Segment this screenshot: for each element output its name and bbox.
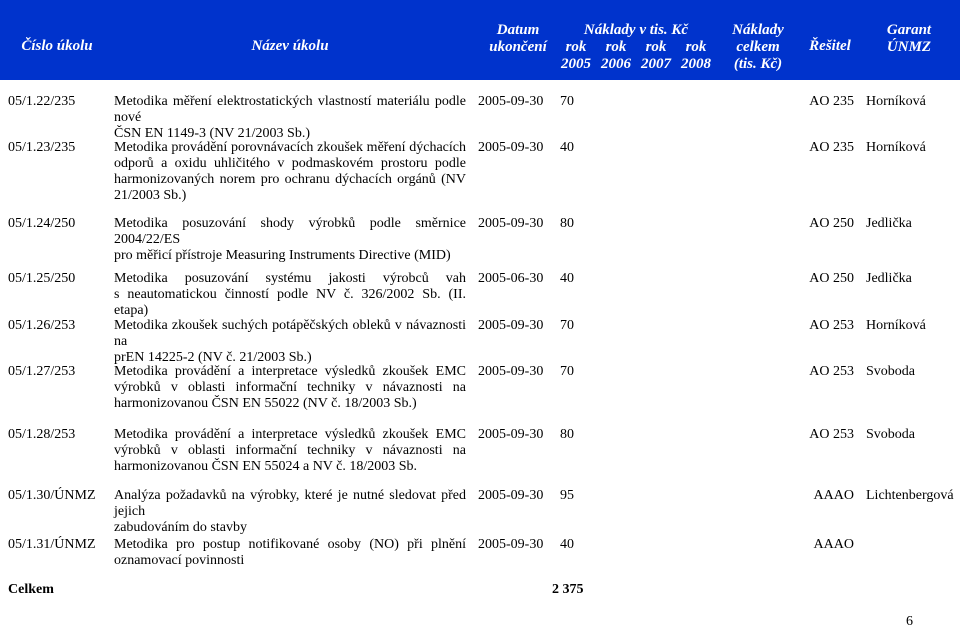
task-name: Metodika zkoušek suchých potápěčských obleků v návaznosti na prEN 14225-2 (NV č. 21/2003 Sb.): [114, 318, 466, 365]
cost-2005: 95: [560, 488, 574, 503]
header-cislo: Číslo úkolu: [21, 38, 93, 54]
cost-2005: 40: [560, 271, 574, 286]
task-number: 05/1.26/253: [8, 318, 76, 333]
garant: Jedlička: [866, 271, 912, 286]
end-date: 2005-09-30: [478, 537, 544, 552]
resitel: AO 235: [809, 94, 854, 109]
header-naklady-tis: Náklady v tis. Kč: [583, 22, 689, 38]
resitel: AO 253: [809, 427, 854, 442]
header-year-2005: rok 2005: [561, 39, 591, 72]
cost-2005: 40: [560, 140, 574, 155]
page-number: 6: [906, 614, 913, 629]
header-year-2006: rok 2006: [601, 39, 631, 72]
end-date: 2005-09-30: [478, 94, 544, 109]
end-date: 2005-09-30: [478, 216, 544, 231]
task-name: Metodika provádění a interpretace výsledků zkoušek EMC výrobků v oblasti informační techniky v návaznosti na harmonizovanou ČSN EN 55024 a NV č. 18/2003 Sb.: [114, 427, 466, 474]
task-name: Metodika posuzování systému jakosti výrobců vah s neautomatickou činností podle NV č. 326/2002 Sb. (II. etapa): [114, 271, 466, 318]
resitel: AO 253: [809, 318, 854, 333]
header-year-2008: rok 2008: [681, 39, 711, 72]
task-number: 05/1.22/235: [8, 94, 76, 109]
cost-2005: 80: [560, 427, 574, 442]
header-datum: Datum ukončení: [489, 22, 547, 55]
task-name: Metodika pro postup notifikované osoby (NO) při plnění oznamovací povinnosti: [114, 537, 466, 568]
cost-2005: 80: [560, 216, 574, 231]
header-resitel: Řešitel: [809, 38, 851, 54]
resitel: AAAO: [813, 537, 854, 552]
resitel: AAAO: [813, 488, 854, 503]
garant: Lichtenbergová: [866, 488, 954, 503]
cost-2005: 40: [560, 537, 574, 552]
end-date: 2005-09-30: [478, 318, 544, 333]
resitel: AO 235: [809, 140, 854, 155]
garant: Horníková: [866, 140, 926, 155]
task-name: Metodika provádění a interpretace výsledků zkoušek EMC výrobků v oblasti informační techniky v návaznosti na harmonizovanou ČSN EN 55022 (NV č. 18/2003 Sb.): [114, 364, 466, 411]
garant: Jedlička: [866, 216, 912, 231]
task-name: Metodika měření elektrostatických vlastností materiálu podle nové ČSN EN 1149-3 (NV 21/2003 Sb.): [114, 94, 466, 141]
task-name: Metodika provádění porovnávacích zkoušek měření dýchacích odporů a oxidu uhličitého v podmaskovém prostoru podle harmonizovaných norem pro ochranu dýchacích orgánů (NV 21/2003 Sb.): [114, 140, 466, 203]
resitel: AO 250: [809, 216, 854, 231]
task-number: 05/1.24/250: [8, 216, 76, 231]
header-naklady-celkem: Náklady celkem (tis. Kč): [732, 22, 784, 72]
header-year-2007: rok 2007: [641, 39, 671, 72]
garant: Svoboda: [866, 364, 915, 379]
cost-2005: 70: [560, 364, 574, 379]
resitel: AO 250: [809, 271, 854, 286]
header-nazev: Název úkolu: [251, 38, 329, 54]
end-date: 2005-09-30: [478, 364, 544, 379]
end-date: 2005-06-30: [478, 271, 544, 286]
header-garant: Garant ÚNMZ: [886, 22, 932, 55]
garant: Svoboda: [866, 427, 915, 442]
cost-2005: 70: [560, 94, 574, 109]
end-date: 2005-09-30: [478, 427, 544, 442]
task-number: 05/1.30/ÚNMZ: [8, 488, 96, 503]
task-name: Analýza požadavků na výrobky, které je nutné sledovat před jejich zabudováním do stavby: [114, 488, 466, 535]
task-number: 05/1.31/ÚNMZ: [8, 537, 96, 552]
end-date: 2005-09-30: [478, 488, 544, 503]
cost-2005: 70: [560, 318, 574, 333]
end-date: 2005-09-30: [478, 140, 544, 155]
task-name: Metodika posuzování shody výrobků podle směrnice 2004/22/ES pro měřicí přístroje Measuring Instruments Directive (MID): [114, 216, 466, 263]
garant: Horníková: [866, 94, 926, 109]
garant: Horníková: [866, 318, 926, 333]
table-header: [0, 0, 960, 80]
task-number: 05/1.25/250: [8, 271, 76, 286]
task-number: 05/1.23/235: [8, 140, 76, 155]
task-number: 05/1.28/253: [8, 427, 76, 442]
total-value: 2 375: [552, 582, 584, 597]
total-label: Celkem: [8, 582, 54, 597]
task-number: 05/1.27/253: [8, 364, 76, 379]
resitel: AO 253: [809, 364, 854, 379]
